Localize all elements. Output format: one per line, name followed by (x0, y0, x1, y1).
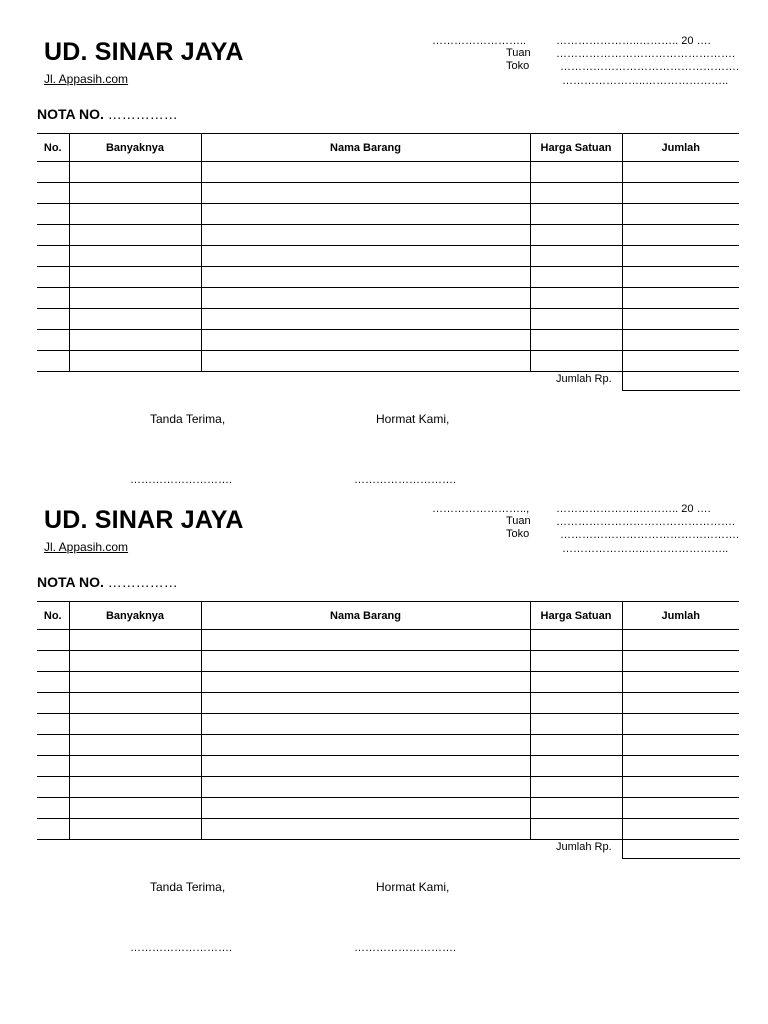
cell-jumlah[interactable] (622, 714, 739, 735)
cell-banyaknya[interactable] (69, 267, 201, 288)
cell-banyaknya[interactable] (69, 246, 201, 267)
total-amount-field[interactable] (622, 836, 740, 859)
cell-jumlah[interactable] (622, 267, 739, 288)
cell-jumlah[interactable] (622, 183, 739, 204)
toko-label: Toko (506, 528, 530, 540)
tuan-field[interactable]: …………………………………………. (556, 48, 736, 60)
table-row[interactable] (37, 204, 739, 225)
cell-jumlah[interactable] (622, 630, 739, 651)
cell-no[interactable] (37, 204, 69, 225)
cell-no[interactable] (37, 819, 69, 840)
table-row[interactable] (37, 798, 739, 819)
cell-banyaknya[interactable] (69, 225, 201, 246)
cell-nama-barang[interactable] (201, 246, 530, 267)
cell-no[interactable] (37, 798, 69, 819)
cell-jumlah[interactable] (622, 330, 739, 351)
table-row[interactable] (37, 630, 739, 651)
cell-no[interactable] (37, 246, 69, 267)
table-row[interactable] (37, 735, 739, 756)
column-header-no: No. (37, 134, 69, 162)
column-header-nama-barang: Nama Barang (201, 134, 530, 162)
cell-jumlah[interactable] (622, 777, 739, 798)
cell-harga-satuan[interactable] (530, 693, 622, 714)
cell-banyaknya[interactable] (69, 693, 201, 714)
company-address: Jl. Appasih.com (44, 540, 129, 554)
cell-harga-satuan[interactable] (530, 351, 622, 372)
items-table (37, 601, 739, 840)
cell-harga-satuan[interactable] (530, 225, 622, 246)
cell-nama-barang[interactable] (201, 309, 530, 330)
cell-jumlah[interactable] (622, 309, 739, 330)
cell-jumlah[interactable] (622, 288, 739, 309)
table-row[interactable] (37, 714, 739, 735)
cell-no[interactable] (37, 288, 69, 309)
cell-no[interactable] (37, 351, 69, 372)
company-name: UD. SINAR JAYA (44, 506, 244, 534)
cell-harga-satuan[interactable] (530, 162, 622, 183)
cell-harga-satuan[interactable] (530, 777, 622, 798)
column-header-harga-satuan: Harga Satuan (530, 134, 622, 162)
cell-banyaknya[interactable] (69, 309, 201, 330)
column-header-no: No. (37, 602, 69, 630)
table-row[interactable] (37, 756, 739, 777)
items-table (37, 133, 739, 372)
cell-banyaknya[interactable] (69, 735, 201, 756)
cell-nama-barang[interactable] (201, 777, 530, 798)
cell-banyaknya[interactable] (69, 756, 201, 777)
table-row[interactable] (37, 225, 739, 246)
cell-no[interactable] (37, 672, 69, 693)
receiver-signature-label: Tanda Terima, (150, 880, 226, 894)
nota-number-field[interactable]: …………… (107, 106, 178, 122)
column-header-harga-satuan: Harga Satuan (530, 602, 622, 630)
cell-harga-satuan[interactable] (530, 714, 622, 735)
total-label: Jumlah Rp. (556, 373, 612, 385)
column-header-nama-barang: Nama Barang (201, 602, 530, 630)
cell-banyaknya[interactable] (69, 204, 201, 225)
cell-jumlah[interactable] (622, 204, 739, 225)
cell-no[interactable] (37, 267, 69, 288)
sender-signature-label: Hormat Kami, (376, 412, 450, 426)
cell-harga-satuan[interactable] (530, 330, 622, 351)
cell-nama-barang[interactable] (201, 819, 530, 840)
table-row[interactable] (37, 309, 739, 330)
table-row[interactable] (37, 288, 739, 309)
cell-nama-barang[interactable] (201, 267, 530, 288)
cell-harga-satuan[interactable] (530, 819, 622, 840)
date-place-field[interactable]: …………………….., (432, 503, 530, 515)
sender-signature-line[interactable]: ………………………. (354, 474, 457, 486)
cell-nama-barang[interactable] (201, 204, 530, 225)
invoice-form-bottom (0, 468, 768, 954)
cell-harga-satuan[interactable] (530, 630, 622, 651)
cell-nama-barang[interactable] (201, 351, 530, 372)
cell-jumlah[interactable] (622, 735, 739, 756)
nota-number-field[interactable]: …………… (107, 574, 178, 590)
company-name: UD. SINAR JAYA (44, 38, 244, 66)
cell-harga-satuan[interactable] (530, 288, 622, 309)
cell-no[interactable] (37, 756, 69, 777)
table-row[interactable] (37, 330, 739, 351)
cell-jumlah[interactable] (622, 651, 739, 672)
cell-harga-satuan[interactable] (530, 756, 622, 777)
table-row[interactable] (37, 267, 739, 288)
cell-no[interactable] (37, 714, 69, 735)
cell-jumlah[interactable] (622, 672, 739, 693)
cell-nama-barang[interactable] (201, 714, 530, 735)
cell-harga-satuan[interactable] (530, 183, 622, 204)
date-field[interactable]: …………………..……….. 20 …. (556, 35, 711, 47)
cell-no[interactable] (37, 735, 69, 756)
cell-nama-barang[interactable] (201, 225, 530, 246)
cell-no[interactable] (37, 330, 69, 351)
date-field[interactable]: …………………..……….. 20 …. (556, 503, 711, 515)
cell-jumlah[interactable] (622, 246, 739, 267)
table-row[interactable] (37, 162, 739, 183)
column-header-jumlah: Jumlah (622, 134, 739, 162)
cell-nama-barang[interactable] (201, 651, 530, 672)
cell-harga-satuan[interactable] (530, 204, 622, 225)
cell-harga-satuan[interactable] (530, 246, 622, 267)
address-field[interactable]: …………………..………………….. (562, 543, 729, 555)
table-row[interactable] (37, 672, 739, 693)
cell-nama-barang[interactable] (201, 735, 530, 756)
cell-no[interactable] (37, 651, 69, 672)
cell-nama-barang[interactable] (201, 330, 530, 351)
cell-nama-barang[interactable] (201, 798, 530, 819)
cell-banyaknya[interactable] (69, 672, 201, 693)
cell-jumlah[interactable] (622, 756, 739, 777)
cell-no[interactable] (37, 693, 69, 714)
cell-nama-barang[interactable] (201, 183, 530, 204)
column-header-jumlah: Jumlah (622, 602, 739, 630)
receiver-signature-line[interactable]: ………………………. (130, 942, 233, 954)
cell-jumlah[interactable] (622, 693, 739, 714)
cell-banyaknya[interactable] (69, 819, 201, 840)
table-row[interactable] (37, 693, 739, 714)
cell-nama-barang[interactable] (201, 288, 530, 309)
cell-jumlah[interactable] (622, 225, 739, 246)
cell-nama-barang[interactable] (201, 756, 530, 777)
cell-banyaknya[interactable] (69, 288, 201, 309)
toko-label: Toko (506, 60, 530, 72)
cell-harga-satuan[interactable] (530, 672, 622, 693)
column-header-banyaknya: Banyaknya (69, 134, 201, 162)
invoice-form-top (0, 0, 768, 486)
cell-banyaknya[interactable] (69, 162, 201, 183)
date-place-field[interactable]: …………………….. (432, 35, 527, 47)
cell-nama-barang[interactable] (201, 672, 530, 693)
cell-no[interactable] (37, 777, 69, 798)
cell-no[interactable] (37, 225, 69, 246)
cell-banyaknya[interactable] (69, 630, 201, 651)
cell-no[interactable] (37, 183, 69, 204)
cell-harga-satuan[interactable] (530, 267, 622, 288)
sender-signature-label: Hormat Kami, (376, 880, 450, 894)
cell-banyaknya[interactable] (69, 714, 201, 735)
cell-banyaknya[interactable] (69, 351, 201, 372)
table-header-row (37, 134, 739, 162)
nota-number (37, 106, 178, 122)
cell-jumlah[interactable] (622, 798, 739, 819)
table-row[interactable] (37, 183, 739, 204)
cell-nama-barang[interactable] (201, 162, 530, 183)
toko-field[interactable]: …………………………………………. (560, 529, 740, 541)
column-header-banyaknya: Banyaknya (69, 602, 201, 630)
cell-banyaknya[interactable] (69, 330, 201, 351)
sender-signature-line[interactable]: ………………………. (354, 942, 457, 954)
cell-harga-satuan[interactable] (530, 735, 622, 756)
nota-number (37, 574, 178, 590)
tuan-label: Tuan (506, 515, 531, 527)
cell-banyaknya[interactable] (69, 183, 201, 204)
total-label: Jumlah Rp. (556, 841, 612, 853)
total-amount-field[interactable] (622, 368, 740, 391)
table-row[interactable] (37, 777, 739, 798)
cell-no[interactable] (37, 162, 69, 183)
receiver-signature-label: Tanda Terima, (150, 412, 226, 426)
nota-label: NOTA NO. (37, 574, 104, 590)
cell-no[interactable] (37, 630, 69, 651)
receiver-signature-line[interactable]: ………………………. (130, 474, 233, 486)
toko-field[interactable]: …………………………………………. (560, 61, 740, 73)
cell-jumlah[interactable] (622, 162, 739, 183)
table-row[interactable] (37, 246, 739, 267)
cell-banyaknya[interactable] (69, 798, 201, 819)
company-address: Jl. Appasih.com (44, 72, 129, 86)
cell-banyaknya[interactable] (69, 777, 201, 798)
cell-harga-satuan[interactable] (530, 798, 622, 819)
address-field[interactable]: …………………..………………….. (562, 75, 729, 87)
table-header-row (37, 602, 739, 630)
tuan-field[interactable]: …………………………………………. (556, 516, 736, 528)
cell-harga-satuan[interactable] (530, 651, 622, 672)
cell-harga-satuan[interactable] (530, 309, 622, 330)
tuan-label: Tuan (506, 47, 531, 59)
cell-nama-barang[interactable] (201, 693, 530, 714)
table-row[interactable] (37, 651, 739, 672)
cell-banyaknya[interactable] (69, 651, 201, 672)
nota-label: NOTA NO. (37, 106, 104, 122)
cell-nama-barang[interactable] (201, 630, 530, 651)
cell-no[interactable] (37, 309, 69, 330)
